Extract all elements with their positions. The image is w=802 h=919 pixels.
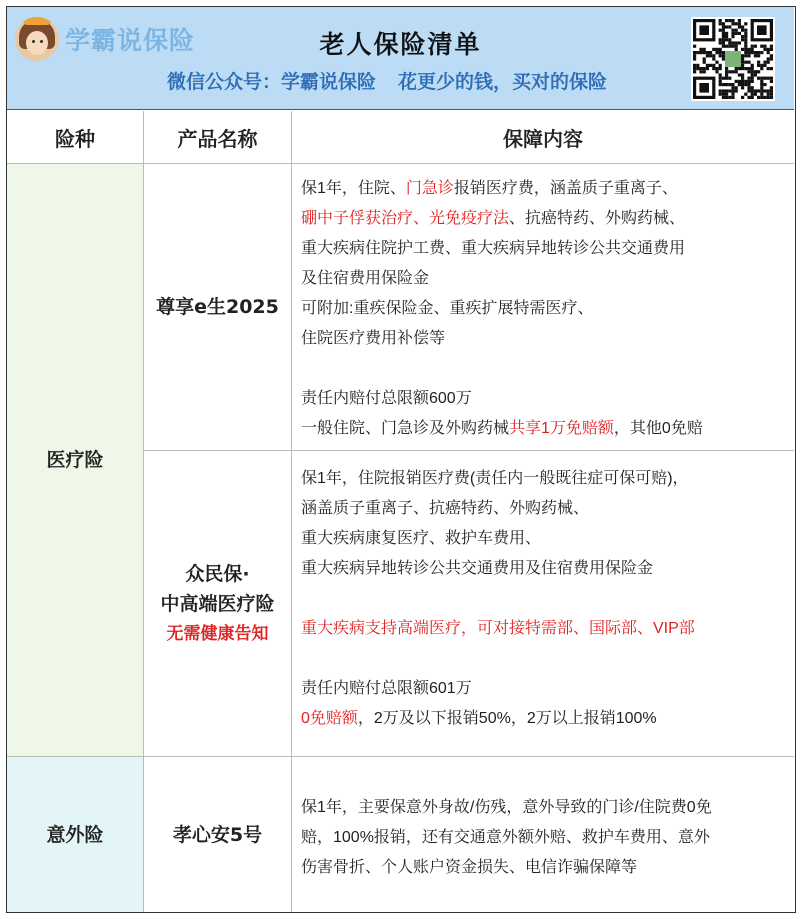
product-cell <box>144 451 292 757</box>
column-header-coverage: 保障内容 <box>292 111 794 164</box>
logo-text: 学霸说保险 <box>65 26 196 55</box>
coverage-line: 一般住院、门急诊及外购药械共享1万免赔额，其他0免赔 <box>301 420 703 437</box>
product-name: 众民保· <box>185 562 250 585</box>
wechat-account: 微信公众号：学霸说保险 <box>167 71 377 93</box>
coverage-line: 重大疾病康复医疗、救护车费用、 <box>301 530 542 547</box>
coverage-line: 保1年，主要保意外身故/伤残，意外导致的门诊/住院费0免 <box>301 799 712 816</box>
coverage-line: 责任内赔付总限额600万 <box>301 390 472 407</box>
coverage-line: 及住宿费用保险金 <box>301 270 430 287</box>
column-header-type: 险种 <box>7 111 144 164</box>
product-note: 无需健康告知 <box>166 623 269 644</box>
category-accident <box>7 757 144 912</box>
coverage-line: 伤害骨折、个人账户资金损失、电信诈骗保障等 <box>301 859 638 876</box>
coverage-cell <box>292 757 794 912</box>
product-name: 孝心安5号 <box>172 823 263 846</box>
coverage-line: 重大疾病支持高端医疗，可对接特需部、国际部、VIP部 <box>301 620 695 637</box>
column-header-product: 产品名称 <box>144 111 292 164</box>
coverage-line: 硼中子俘获治疗、光免疫疗法、抗癌特药、外购药械、 <box>301 210 686 227</box>
coverage-line: 保1年，住院报销医疗费(责任内一般既往症可保可赔)， <box>301 470 689 487</box>
coverage-line: 赔，100%报销，还有交通意外额外赔、救护车费用、意外 <box>301 829 710 846</box>
coverage-cell <box>292 451 794 757</box>
product-cell <box>144 757 292 912</box>
insurance-list-sheet <box>6 6 796 913</box>
product-name: 尊享e生2025 <box>156 296 279 318</box>
page-title: 老人保险清单 <box>319 30 482 59</box>
qr-code-icon <box>691 17 775 101</box>
coverage-line: 保1年，住院、门急诊报销医疗费，涵盖质子重离子、 <box>301 180 678 197</box>
slogan: 花更少的钱，买对的保险 <box>398 71 608 93</box>
coverage-line: 住院医疗费用补偿等 <box>301 330 446 347</box>
subtitle <box>167 67 607 94</box>
header-banner <box>7 7 794 110</box>
category-label: 医疗险 <box>46 449 104 471</box>
coverage-line: 重大疾病住院护工费、重大疾病异地转诊公共交通费用 <box>301 240 686 257</box>
product-name: 中高端医疗险 <box>160 592 275 615</box>
coverage-line: 0免赔额，2万及以下报销50%，2万以上报销100% <box>301 710 657 727</box>
coverage-line: 可附加:重疾保险金、重疾扩展特需医疗、 <box>301 300 594 317</box>
coverage-line: 责任内赔付总限额601万 <box>301 680 472 697</box>
product-cell <box>144 164 292 451</box>
category-medical <box>7 164 144 757</box>
category-label: 意外险 <box>46 823 104 846</box>
coverage-cell <box>292 164 794 451</box>
coverage-line: 涵盖质子重离子、抗癌特药、外购药械、 <box>301 500 590 517</box>
coverage-line: 重大疾病异地转诊公共交通费用及住宿费用保险金 <box>301 560 654 577</box>
